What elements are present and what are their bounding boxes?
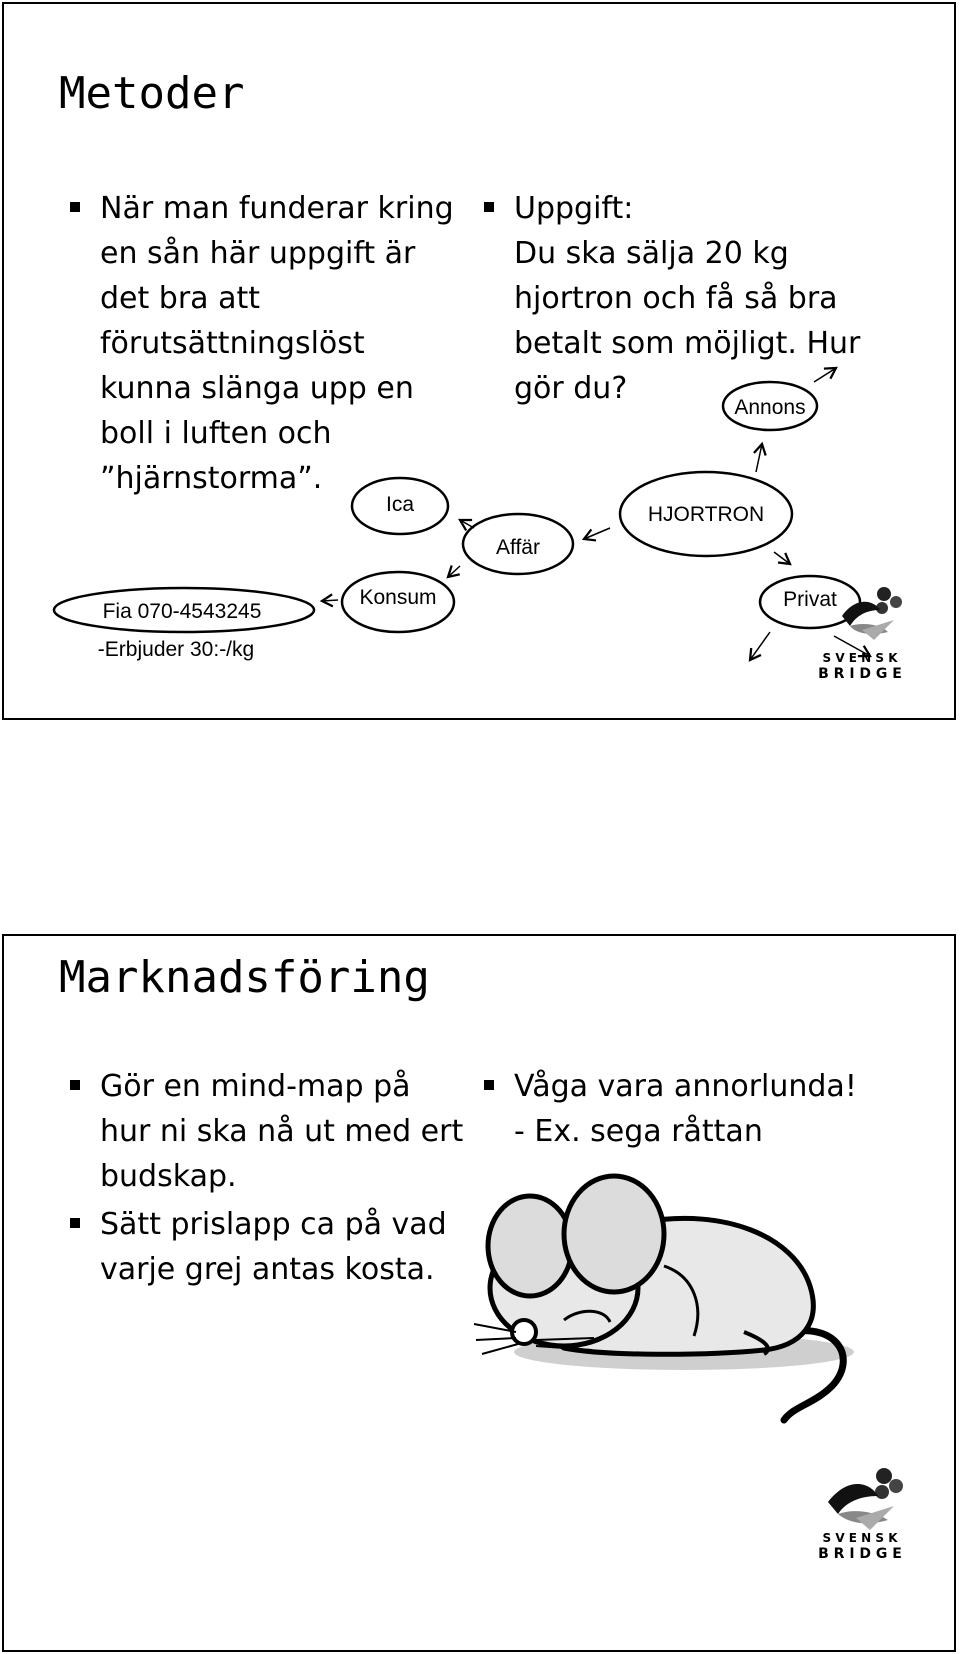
text-line: en sån här uppgift är [100, 236, 416, 271]
text-line: Sätt prislapp ca på vad [100, 1207, 447, 1242]
node-ica-label: Ica [385, 493, 415, 516]
slide-title: Metoder [59, 68, 245, 119]
logo-line-1: S V E N S K [822, 651, 898, 665]
text-line: ”hjärnstorma”. [100, 461, 323, 496]
text-line: det bra att [100, 281, 261, 316]
logo-line-2: B R I D G E [818, 1546, 902, 1562]
node-annons-label: Annons [734, 396, 806, 419]
node-affar-label: Affär [496, 536, 540, 559]
arrow [756, 444, 762, 472]
text-line: gör du? [514, 371, 628, 406]
arrow [584, 528, 610, 539]
slide-marknadsforing [2, 934, 956, 1652]
text-line: betalt som möjligt. Hur [514, 326, 861, 361]
arrow [322, 600, 338, 601]
text-line: hjortron och få så bra [514, 281, 838, 316]
slide-metoder [2, 2, 956, 720]
text-line: - Ex. sega råttan [514, 1114, 763, 1149]
arrow [814, 368, 836, 382]
arrow [460, 520, 474, 528]
mouse-illustration [474, 1176, 854, 1420]
offer-text: -Erbjuder 30:-/kg [97, 638, 255, 661]
text-line: Du ska sälja 20 kg [514, 236, 789, 271]
logo-line-2: B R I D G E [818, 666, 902, 682]
node-hjortron-label: HJORTRON [647, 503, 765, 526]
mind-map [4, 4, 956, 720]
text-line: kunna slänga upp en [100, 371, 414, 406]
slide-title: Marknadsföring [59, 952, 430, 1003]
text-line: Gör en mind-map på [100, 1069, 411, 1104]
logo-clover-icon [828, 1468, 903, 1530]
text-line: När man funderar kring [100, 191, 454, 226]
arrow [448, 566, 460, 577]
mouse-ear-right [564, 1176, 664, 1292]
whisker [482, 1344, 518, 1354]
whisker [476, 1338, 516, 1340]
text-line: hur ni ska nå ut med ert [100, 1114, 464, 1149]
node-privat-label: Privat [783, 588, 837, 611]
text-line: varje grej antas kosta. [100, 1252, 435, 1287]
text-line: boll i luften och [100, 416, 332, 451]
logo-clover-icon [842, 587, 902, 640]
text-line: Uppgift: [514, 191, 634, 226]
slide2-graphics [4, 936, 956, 1652]
mouse-ear-left [488, 1196, 572, 1296]
node-konsum-label: Konsum [359, 586, 437, 609]
arrow [774, 552, 790, 564]
logo-line-1: S V E N S K [822, 1531, 898, 1545]
svensk-bridge-logo [818, 1468, 903, 1562]
text-line: förutsättningslöst [100, 326, 365, 361]
node-fia-label: Fia 070-4543245 [102, 600, 262, 623]
arrow [750, 632, 770, 660]
text-line: budskap. [100, 1159, 237, 1194]
text-line: Våga vara annorlunda! [514, 1069, 857, 1104]
